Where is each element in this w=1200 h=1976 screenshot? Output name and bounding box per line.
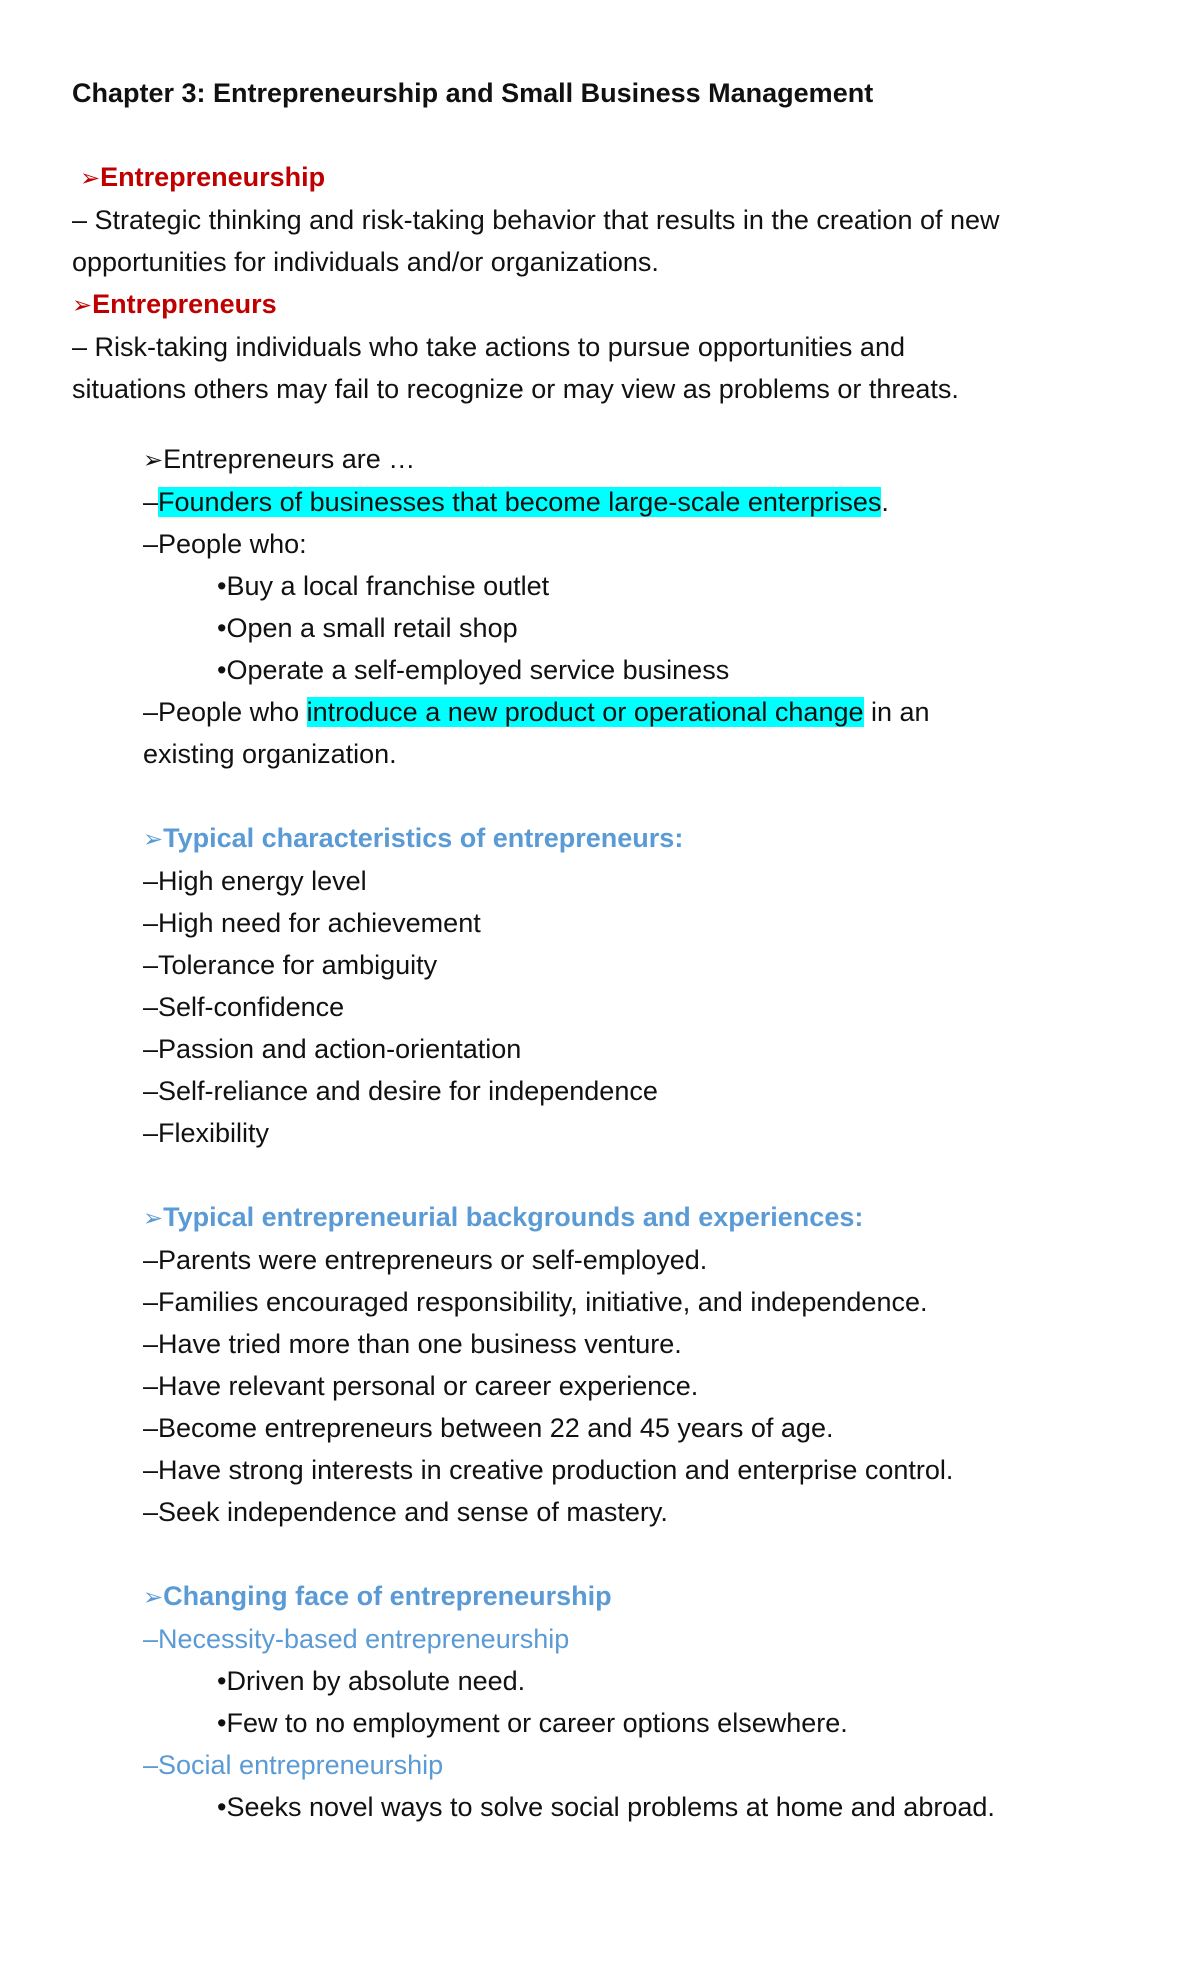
list-item: –Have strong interests in creative production and enterprise control. xyxy=(143,1455,954,1485)
spacer xyxy=(72,1154,1140,1196)
entrepreneurs-definition-line-2: situations others may fail to recognize or may view as problems or threats. xyxy=(72,374,959,404)
entrepreneurs-heading-text: Entrepreneurs xyxy=(92,289,277,319)
bullet-text: Seeks novel ways to solve social problems at home and abroad. xyxy=(226,1792,995,1822)
introduce-prefix: –People who xyxy=(143,697,307,727)
entrepreneurship-heading xyxy=(72,156,1140,199)
list-item: –Seek independence and sense of mastery. xyxy=(143,1497,668,1527)
list-item: –Flexibility xyxy=(143,1118,270,1148)
chapter-title: Chapter 3: Entrepreneurship and Small Business Management xyxy=(72,78,874,108)
list-item: –Parents were entrepreneurs or self-employed. xyxy=(143,1245,708,1275)
list-item: –Passion and action-orientation xyxy=(143,1034,522,1064)
backgrounds-heading-text: Typical entrepreneurial backgrounds and experiences: xyxy=(163,1202,864,1232)
list-item: –Self-confidence xyxy=(143,992,345,1022)
founders-line xyxy=(72,481,1140,523)
founders-highlight: Founders of businesses that become large-scale enterprises xyxy=(158,487,882,517)
list-item: –Have tried more than one business venture. xyxy=(143,1329,682,1359)
entrepreneurs-are-heading xyxy=(72,438,1140,481)
entrepreneurship-heading-text: Entrepreneurship xyxy=(100,162,326,192)
arrow-icon: ➢ xyxy=(143,446,164,474)
list-item: –Have relevant personal or career experience. xyxy=(143,1371,699,1401)
introduce-line xyxy=(72,691,1140,733)
spacer xyxy=(72,1533,1140,1575)
bullet-item xyxy=(72,565,1140,607)
arrow-icon: ➢ xyxy=(143,825,164,853)
bullet-text: Few to no employment or career options elsewhere. xyxy=(226,1708,848,1738)
list-item: –Self-reliance and desire for independence xyxy=(143,1076,658,1106)
introduce-highlight: introduce a new product or operational change xyxy=(306,697,864,727)
changing-face-heading-text: Changing face of entrepreneurship xyxy=(163,1581,612,1611)
list-item: –Tolerance for ambiguity xyxy=(143,950,438,980)
founders-period: . xyxy=(881,487,889,517)
arrow-icon: ➢ xyxy=(143,1583,164,1611)
bullet-item xyxy=(72,1702,1140,1744)
bullet-text: Open a small retail shop xyxy=(226,613,518,643)
spacer xyxy=(72,410,1140,438)
people-who-line: –People who: xyxy=(143,529,307,559)
arrow-icon: ➢ xyxy=(143,1204,164,1232)
bullet-text: Buy a local franchise outlet xyxy=(226,571,550,601)
bullet-icon: • xyxy=(217,613,227,643)
bullet-text: Driven by absolute need. xyxy=(226,1666,526,1696)
entrepreneurship-definition-line-1: – Strategic thinking and risk-taking behavior that results in the creation of new xyxy=(72,205,1000,235)
necessity-label: –Necessity-based entrepreneurship xyxy=(143,1624,570,1654)
entrepreneurship-definition-line-2: opportunities for individuals and/or organizations. xyxy=(72,247,659,277)
bullet-text: Operate a self-employed service business xyxy=(226,655,730,685)
bullet-item xyxy=(72,1786,1140,1828)
characteristics-heading-text: Typical characteristics of entrepreneurs: xyxy=(163,823,684,853)
dash: – xyxy=(143,487,159,517)
spacer xyxy=(72,775,1140,817)
list-item: –High need for achievement xyxy=(143,908,481,938)
introduce-line-2: existing organization. xyxy=(143,739,397,769)
entrepreneurs-are-heading-text: Entrepreneurs are … xyxy=(163,444,416,474)
bullet-item xyxy=(72,607,1140,649)
entrepreneurs-definition-line-1: – Risk-taking individuals who take actions to pursue opportunities and xyxy=(72,332,905,362)
list-item: –Become entrepreneurs between 22 and 45 years of age. xyxy=(143,1413,834,1443)
arrow-icon: ➢ xyxy=(72,291,93,319)
social-label: –Social entrepreneurship xyxy=(143,1750,444,1780)
bullet-icon: • xyxy=(217,571,227,601)
bullet-icon: • xyxy=(217,1708,227,1738)
introduce-suffix: in an xyxy=(863,697,930,727)
bullet-icon: • xyxy=(217,1666,227,1696)
bullet-icon: • xyxy=(217,655,227,685)
arrow-icon: ➢ xyxy=(80,164,101,192)
characteristics-heading xyxy=(72,817,1140,860)
list-item: –Families encouraged responsibility, initiative, and independence. xyxy=(143,1287,928,1317)
list-item: –High energy level xyxy=(143,866,367,896)
bullet-icon: • xyxy=(217,1792,227,1822)
entrepreneurs-heading xyxy=(72,283,1140,326)
changing-face-heading xyxy=(72,1575,1140,1618)
bullet-item xyxy=(72,1660,1140,1702)
bullet-item xyxy=(72,649,1140,691)
backgrounds-heading xyxy=(72,1196,1140,1239)
